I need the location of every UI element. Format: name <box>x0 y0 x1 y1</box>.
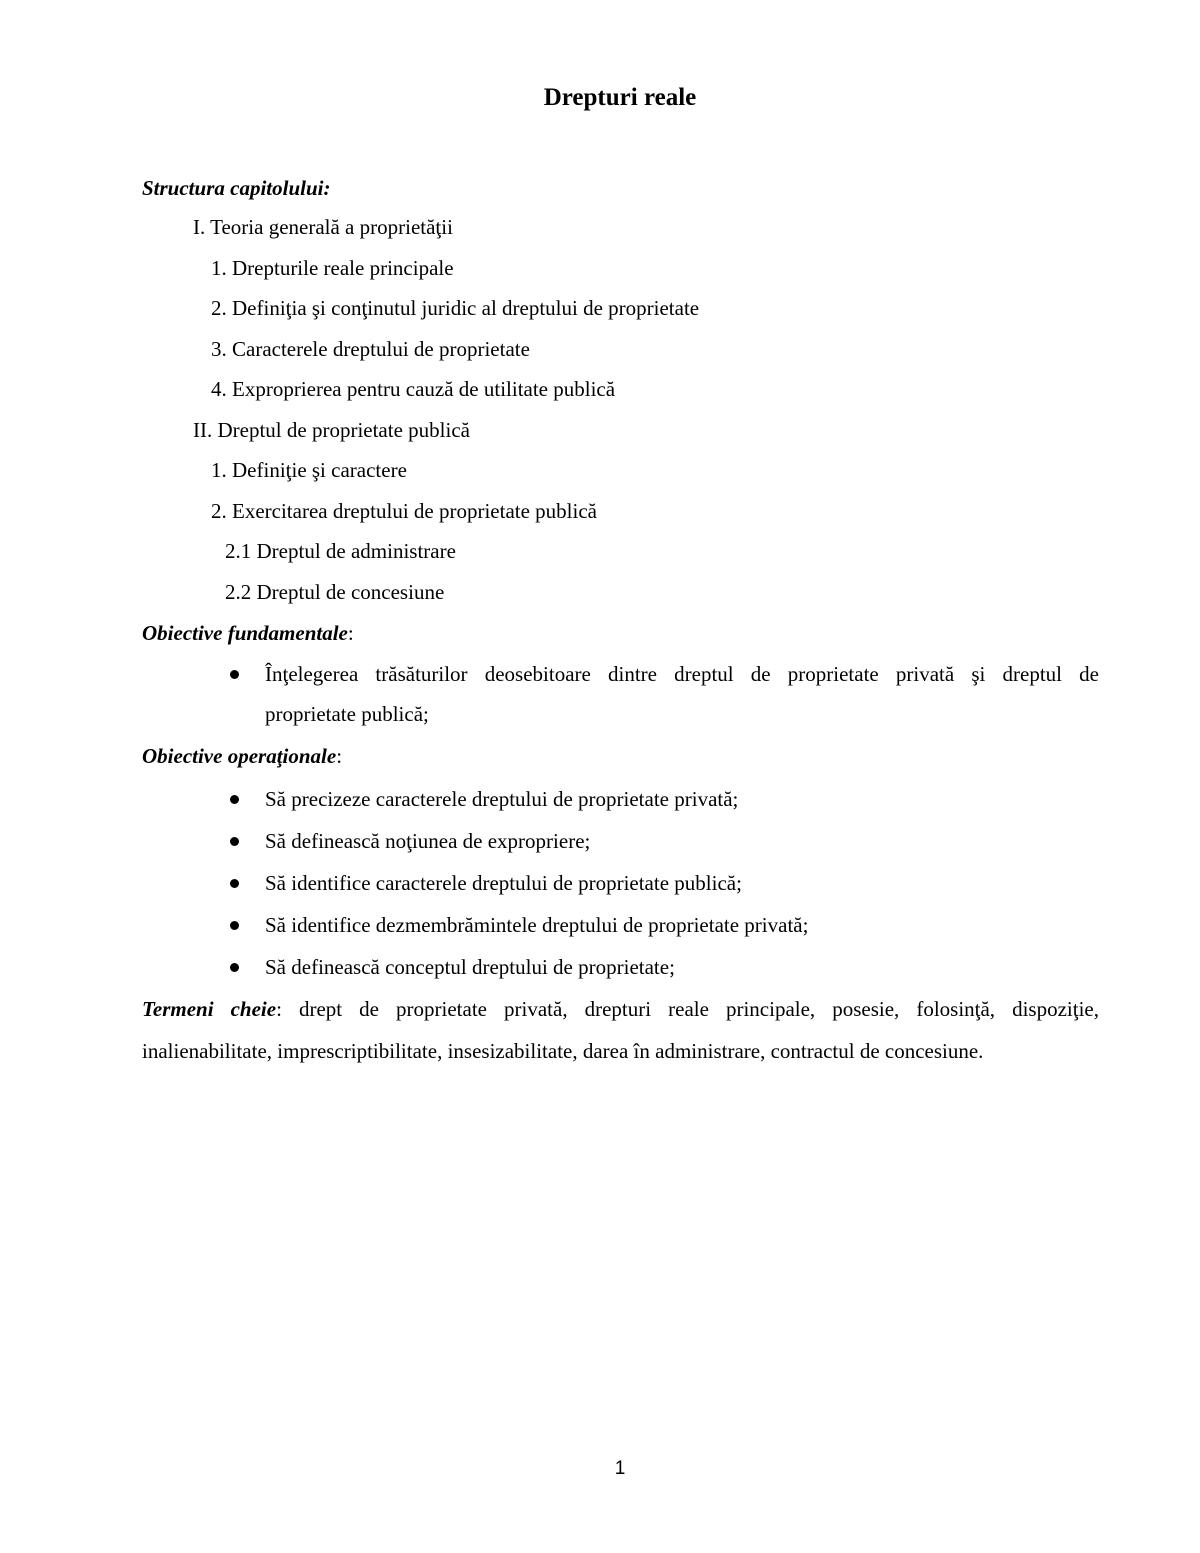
page-number: 1 <box>614 1458 626 1479</box>
keywords-text: : drept de proprietate privată, drepturi reale principale, posesie, folosinţă, dispoziţie, <box>276 997 1100 1021</box>
structure-item: 4. Exproprierea pentru cauză de utilitate publică <box>211 377 616 401</box>
structure-item: 2.1 Dreptul de administrare <box>225 539 456 563</box>
structure-heading: Structura capitolului: <box>142 176 331 200</box>
bullet-icon <box>230 921 239 930</box>
fundamental-bullet-line2: proprietate publică; <box>265 702 429 726</box>
fundamental-heading-line <box>142 623 354 644</box>
structure-item: 2.2 Dreptul de concesiune <box>225 580 445 604</box>
structure-item: 3. Caracterele dreptului de proprietate <box>211 337 530 361</box>
bullet-icon <box>230 795 239 804</box>
structure-item: 2. Definiţia şi conţinutul juridic al dreptului de proprietate <box>211 296 700 320</box>
structure-item: 2. Exercitarea dreptului de proprietate publică <box>211 499 597 523</box>
fundamental-heading-colon: : <box>347 621 354 645</box>
structure-item: 1. Drepturile reale principale <box>211 256 454 280</box>
bullet-icon <box>230 963 239 972</box>
fundamental-bullet-line1: Înţelegerea trăsăturilor deosebitoare dintre dreptul de proprietate privată şi dreptul de <box>265 662 1099 686</box>
fundamental-heading: Obiective fundamentale <box>142 621 348 645</box>
structure-item: II. Dreptul de proprietate publică <box>193 418 470 442</box>
operational-bullet: Să identifice caracterele dreptului de proprietate publică; <box>265 871 742 895</box>
bullet-icon <box>230 837 239 846</box>
keywords-heading: Termeni cheie <box>142 997 277 1021</box>
bullet-icon <box>230 879 239 888</box>
bullet-icon <box>230 670 239 679</box>
operational-bullet: Să definească noţiunea de expropriere; <box>265 829 591 853</box>
operational-bullet: Să identifice dezmembrămintele dreptului de proprietate privată; <box>265 913 809 937</box>
operational-bullet: Să precizeze caracterele dreptului de proprietate privată; <box>265 787 739 811</box>
document-title: Drepturi reale <box>543 84 697 111</box>
structure-item: I. Teoria generală a proprietăţii <box>193 215 453 239</box>
operational-heading: Obiective operaţionale <box>142 744 337 768</box>
operational-heading-colon: : <box>336 744 343 768</box>
operational-bullet: Să definească conceptul dreptului de proprietate; <box>265 955 675 979</box>
operational-heading-line <box>142 746 342 767</box>
keywords-line1 <box>142 999 1099 1020</box>
structure-item: 1. Definiţie şi caractere <box>211 458 407 482</box>
keywords-line2: inalienabilitate, imprescriptibilitate, insesizabilitate, darea în administrare, contractul de concesiune. <box>142 1039 984 1063</box>
